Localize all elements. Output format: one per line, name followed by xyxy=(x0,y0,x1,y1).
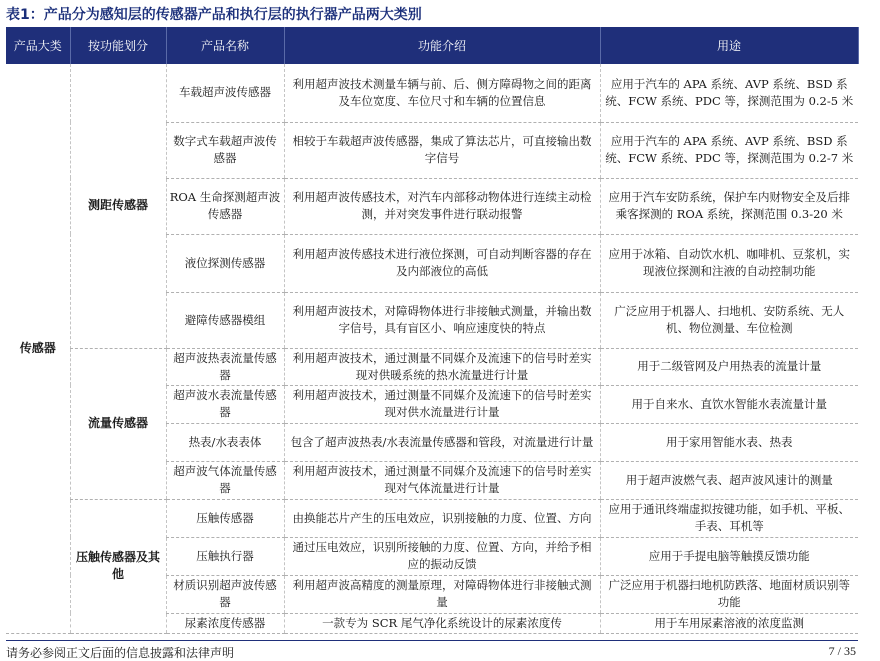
usage-text: 用于车用尿素溶液的浓度监测 xyxy=(600,613,858,633)
usage-text: 应用于手提电脑等触摸反馈功能 xyxy=(600,537,858,575)
product-name: 超声波气体流量传感器 xyxy=(166,461,284,499)
product-name: ROA 生命探测超声波传感器 xyxy=(166,178,284,234)
page-number: 7 / 35 xyxy=(828,644,856,658)
product-name: 超声波水表流量传感器 xyxy=(166,385,284,423)
footer-divider xyxy=(6,640,858,641)
function-intro: 相较于车载超声波传感器，集成了算法芯片，可直接输出数字信号 xyxy=(284,122,600,178)
product-name: 压触传感器 xyxy=(166,499,284,537)
function-intro: 由换能芯片产生的压电效应，识别接触的力度、位置、方向 xyxy=(284,499,600,537)
product-name: 数字式车载超声波传感器 xyxy=(166,122,284,178)
function-intro: 利用超声波技术，对障碍物体进行非接触式测量，并输出数字信号，具有盲区小、响应速度快的特点 xyxy=(284,292,600,348)
function-intro: 利用超声波传感技术进行液位探测，可自动判断容器的存在及内部液位的高低 xyxy=(284,234,600,292)
product-name: 尿素浓度传感器 xyxy=(166,613,284,633)
usage-text: 用于家用智能水表、热表 xyxy=(600,423,858,461)
header-category: 产品大类 xyxy=(6,27,70,64)
usage-text: 应用于汽车的 APA 系统、AVP 系统、BSD 系统、FCW 系统、PDC 等，探测范围为 0.2-5 米 xyxy=(600,64,858,122)
header-function-class: 按功能划分 xyxy=(70,27,166,64)
usage-text: 应用于汽车的 APA 系统、AVP 系统、BSD 系统、FCW 系统、PDC 等，探测范围为 0.2-7 米 xyxy=(600,122,858,178)
function-intro: 利用超声波技术，通过测量不同媒介及流速下的信号时差实现对供水流量进行计量 xyxy=(284,385,600,423)
product-table xyxy=(6,27,859,634)
function-intro: 利用超声波高精度的测量原理，对障碍物体进行非接触式测量 xyxy=(284,575,600,613)
product-name: 热表/水表表体 xyxy=(166,423,284,461)
group-cell: 测距传感器 xyxy=(70,64,166,348)
group-cell: 流量传感器 xyxy=(70,348,166,499)
header-function-intro: 功能介绍 xyxy=(284,27,600,64)
footer-disclaimer: 请务必参阅正文后面的信息披露和法律声明 xyxy=(6,646,235,660)
usage-text: 应用于冰箱、自动饮水机、咖啡机、豆浆机，实现液位探测和注液的自动控制功能 xyxy=(600,234,858,292)
function-intro: 利用超声波技术测量车辆与前、后、侧方障碍物之间的距离及车位宽度、车位尺寸和车辆的位置信息 xyxy=(284,64,600,122)
usage-text: 用于自来水、直饮水智能水表流量计量 xyxy=(600,385,858,423)
function-intro: 利用超声波技术，通过测量不同媒介及流速下的信号时差实现对气体流量进行计量 xyxy=(284,461,600,499)
table-header-row xyxy=(6,27,858,64)
function-intro: 通过压电效应，识别所接触的力度、位置、方向，并给予相应的振动反馈 xyxy=(284,537,600,575)
group-cell: 压触传感器及其他 xyxy=(70,499,166,633)
usage-text: 广泛应用于机器人、扫地机、安防系统、无人机、物位测量、车位检测 xyxy=(600,292,858,348)
function-intro: 利用超声波技术，通过测量不同媒介及流速下的信号时差实现对供暖系统的热水流量进行计量 xyxy=(284,348,600,385)
product-name: 避障传感器模组 xyxy=(166,292,284,348)
table-title: 表1：产品分为感知层的传感器产品和执行层的执行器产品两大类别 xyxy=(6,7,422,23)
product-name: 超声波热表流量传感器 xyxy=(166,348,284,385)
usage-text: 用于超声波燃气表、超声波风速计的测量 xyxy=(600,461,858,499)
function-intro: 包含了超声波热表/水表流量传感器和管段，对流量进行计量 xyxy=(284,423,600,461)
function-intro: 利用超声波传感技术，对汽车内部移动物体进行连续主动检测，并对突发事件进行联动报警 xyxy=(284,178,600,234)
product-name: 压触执行器 xyxy=(166,537,284,575)
function-intro: 一款专为 SCR 尾气净化系统设计的尿素浓度传 xyxy=(284,613,600,633)
table-row xyxy=(6,499,858,537)
category-cell: 传感器 xyxy=(6,64,70,633)
product-name: 车载超声波传感器 xyxy=(166,64,284,122)
usage-text: 用于二级管网及户用热表的流量计量 xyxy=(600,348,858,385)
usage-text: 应用于汽车安防系统，保护车内财物安全及后排乘客探测的 ROA 系统，探测范围 0.3-20 米 xyxy=(600,178,858,234)
product-name: 材质识别超声波传感器 xyxy=(166,575,284,613)
header-usage: 用途 xyxy=(600,27,858,64)
usage-text: 应用于通讯终端虚拟按键功能，如手机、平板、手表、耳机等 xyxy=(600,499,858,537)
table-row xyxy=(6,64,858,122)
usage-text: 广泛应用于机器扫地机防跌落、地面材质识别等功能 xyxy=(600,575,858,613)
product-name: 液位探测传感器 xyxy=(166,234,284,292)
table-row xyxy=(6,348,858,385)
header-product-name: 产品名称 xyxy=(166,27,284,64)
